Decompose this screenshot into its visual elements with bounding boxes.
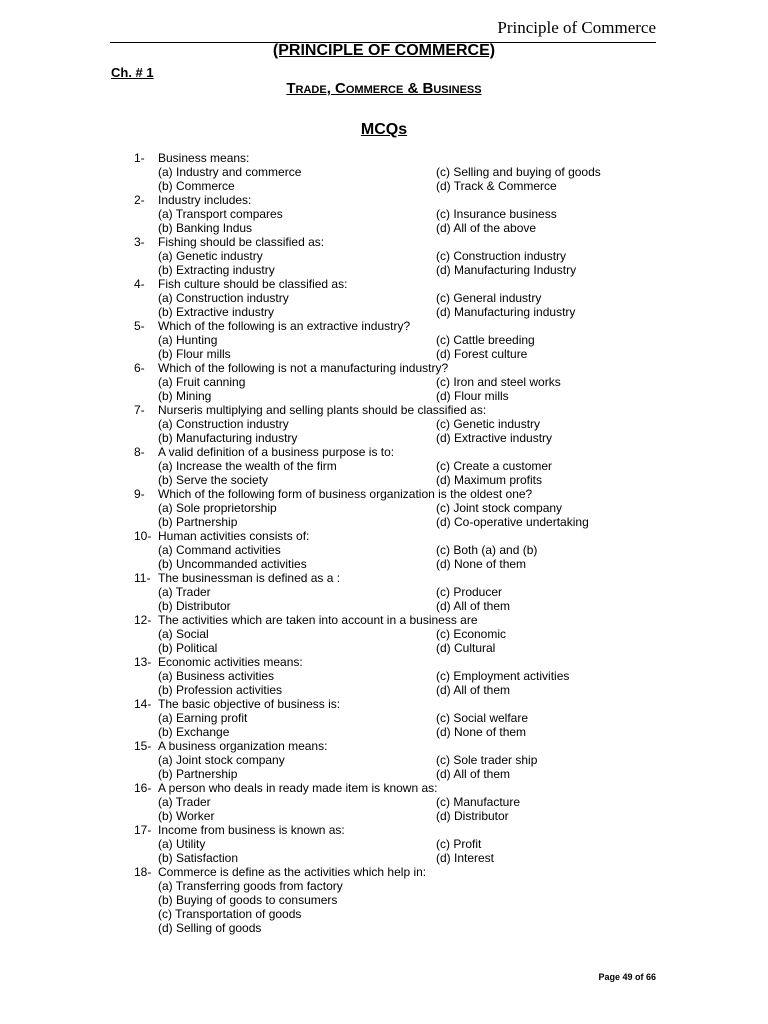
question-number: 9- (134, 487, 145, 501)
question-text: Economic activities means: (158, 655, 303, 669)
question-number: 17- (134, 823, 152, 837)
option-text: (a) Earning profit (158, 711, 248, 725)
option-text: (a) Sole proprietorship (158, 501, 277, 515)
question (0, 193, 768, 207)
question (0, 655, 768, 669)
option-text: (c) Cattle breeding (436, 333, 535, 347)
question (0, 739, 768, 753)
question (0, 235, 768, 249)
option-row (0, 375, 768, 389)
option-row (0, 333, 768, 347)
option-text: (d) Cultural (436, 641, 496, 655)
option-row (0, 263, 768, 277)
question-number: 5- (134, 319, 145, 333)
chapter-number: Ch. # 1 (111, 65, 154, 80)
question (0, 781, 768, 795)
question-number: 1- (134, 151, 145, 165)
option-text: (d) All of the above (436, 221, 537, 235)
option-text: (b) Distributor (158, 599, 231, 613)
option-text: (b) Political (158, 641, 218, 655)
option-text: (a) Transferring goods from factory (158, 879, 343, 893)
option-text: (c) General industry (436, 291, 542, 305)
option-text: (a) Utility (158, 837, 206, 851)
option-text: (a) Genetic industry (158, 249, 263, 263)
option-text: (b) Mining (158, 389, 212, 403)
question-number: 10- (134, 529, 152, 543)
option-row (0, 515, 768, 529)
option-text: (d) Forest culture (436, 347, 528, 361)
option-row (0, 851, 768, 865)
option-text: (a) Command activities (158, 543, 281, 557)
option-row (0, 809, 768, 823)
option-row (0, 627, 768, 641)
option-row (0, 347, 768, 361)
question-text: Income from business is known as: (158, 823, 345, 837)
option-row (0, 207, 768, 221)
option-text: (a) Construction industry (158, 291, 289, 305)
option-text: (a) Fruit canning (158, 375, 246, 389)
question (0, 361, 768, 375)
chapter-title: Trade, Commerce & Business (286, 80, 482, 97)
option-row (0, 599, 768, 613)
option-text: (a) Hunting (158, 333, 218, 347)
question (0, 445, 768, 459)
option-text: (b) Buying of goods to consumers (158, 893, 338, 907)
question (0, 529, 768, 543)
option-text: (d) All of them (436, 599, 511, 613)
question (0, 697, 768, 711)
option-text: (b) Worker (158, 809, 215, 823)
option-row (0, 459, 768, 473)
option-row (0, 305, 768, 319)
option-text: (a) Joint stock company (158, 753, 285, 767)
section-title: MCQs (360, 121, 408, 138)
question-number: 6- (134, 361, 145, 375)
option-row (0, 893, 768, 907)
question-text: Which of the following is an extractive industry? (158, 319, 411, 333)
page-number: Page 49 of 66 (598, 972, 656, 982)
option-text: (c) Iron and steel works (436, 375, 561, 389)
option-text: (d) Distributor (436, 809, 509, 823)
question-text: A person who deals in ready made item is known as: (158, 781, 438, 795)
option-text: (a) Industry and commerce (158, 165, 302, 179)
option-text: (b) Uncommanded activities (158, 557, 307, 571)
option-text: (c) Employment activities (436, 669, 570, 683)
option-row (0, 725, 768, 739)
option-text: (c) Both (a) and (b) (436, 543, 538, 557)
question (0, 571, 768, 585)
mcq-list (0, 151, 768, 935)
option-text: (c) Insurance business (436, 207, 557, 221)
question-number: 11- (134, 571, 151, 585)
option-text: (d) All of them (436, 767, 511, 781)
option-text: (a) Construction industry (158, 417, 289, 431)
option-text: (c) Profit (436, 837, 482, 851)
question-number: 13- (134, 655, 152, 669)
option-text: (a) Business activities (158, 669, 275, 683)
option-text: (b) Partnership (158, 515, 238, 529)
option-text: (b) Manufacturing industry (158, 431, 298, 445)
option-row (0, 291, 768, 305)
running-header: Principle of Commerce (497, 18, 656, 37)
option-row (0, 389, 768, 403)
question-text: The activities which are taken into account in a business are (158, 613, 478, 627)
question-number: 18- (134, 865, 152, 879)
option-text: (c) Transportation of goods (158, 907, 302, 921)
question-text: Which of the following form of business organization is the oldest one? (158, 487, 533, 501)
option-row (0, 907, 768, 921)
option-text: (a) Transport compares (158, 207, 283, 221)
option-row (0, 249, 768, 263)
option-text: (d) Co-operative undertaking (436, 515, 589, 529)
option-text: (a) Increase the wealth of the firm (158, 459, 337, 473)
question (0, 403, 768, 417)
option-row (0, 221, 768, 235)
option-text: (d) Selling of goods (158, 921, 262, 935)
option-text: (b) Banking Indus (158, 221, 253, 235)
option-text: (b) Serve the society (158, 473, 269, 487)
option-text: (c) Economic (436, 627, 507, 641)
question-text: Industry includes: (158, 193, 252, 207)
option-row (0, 669, 768, 683)
question (0, 151, 768, 165)
question-text: Nurseris multiplying and selling plants should be classified as: (158, 403, 487, 417)
option-row (0, 543, 768, 557)
question-text: A business organization means: (158, 739, 328, 753)
option-text: (b) Extractive industry (158, 305, 275, 319)
option-row (0, 767, 768, 781)
option-text: (c) Social welfare (436, 711, 529, 725)
question-text: Business means: (158, 151, 250, 165)
option-row (0, 837, 768, 851)
option-row (0, 711, 768, 725)
question-number: 16- (134, 781, 152, 795)
option-text: (c) Joint stock company (436, 501, 563, 515)
question-text: Fishing should be classified as: (158, 235, 325, 249)
option-text: (c) Manufacture (436, 795, 521, 809)
option-text: (d) None of them (436, 557, 527, 571)
option-row (0, 431, 768, 445)
option-row (0, 795, 768, 809)
option-text: (c) Producer (436, 585, 503, 599)
document-title: (PRINCIPLE OF COMMERCE) (272, 42, 496, 59)
option-text: (b) Commerce (158, 179, 235, 193)
question-text: Human activities consists of: (158, 529, 310, 543)
option-row (0, 879, 768, 893)
question-number: 14- (134, 697, 152, 711)
option-text: (b) Satisfaction (158, 851, 239, 865)
option-text: (b) Exchange (158, 725, 230, 739)
question-text: Commerce is define as the activities which help in: (158, 865, 427, 879)
question-number: 7- (134, 403, 145, 417)
option-text: (a) Trader (158, 795, 211, 809)
option-row (0, 473, 768, 487)
option-text: (d) Manufacturing industry (436, 305, 576, 319)
option-text: (a) Social (158, 627, 209, 641)
option-text: (b) Partnership (158, 767, 238, 781)
option-text: (d) Maximum profits (436, 473, 543, 487)
option-text: (c) Construction industry (436, 249, 567, 263)
option-row (0, 585, 768, 599)
question-text: Fish culture should be classified as: (158, 277, 348, 291)
option-text: (c) Selling and buying of goods (436, 165, 601, 179)
question-number: 12- (134, 613, 152, 627)
question (0, 823, 768, 837)
question-number: 3- (134, 235, 145, 249)
question (0, 487, 768, 501)
question-text: The basic objective of business is: (158, 697, 341, 711)
question-number: 8- (134, 445, 145, 459)
question (0, 865, 768, 879)
option-text: (d) Extractive industry (436, 431, 553, 445)
question (0, 319, 768, 333)
question-number: 2- (134, 193, 145, 207)
option-row (0, 641, 768, 655)
option-row (0, 179, 768, 193)
option-text: (d) None of them (436, 725, 527, 739)
option-text: (d) Interest (436, 851, 495, 865)
question-number: 15- (134, 739, 152, 753)
option-row (0, 683, 768, 697)
option-row (0, 921, 768, 935)
option-text: (b) Extracting industry (158, 263, 275, 277)
option-row (0, 753, 768, 767)
option-text: (c) Sole trader ship (436, 753, 538, 767)
option-text: (c) Create a customer (436, 459, 553, 473)
option-text: (d) Manufacturing Industry (436, 263, 577, 277)
question-number: 4- (134, 277, 145, 291)
question-text: The businessman is defined as a : (158, 571, 341, 585)
option-row (0, 501, 768, 515)
option-text: (a) Trader (158, 585, 211, 599)
option-text: (c) Genetic industry (436, 417, 541, 431)
option-row (0, 165, 768, 179)
question-text: Which of the following is not a manufacturing industry? (158, 361, 449, 375)
option-text: (d) Flour mills (436, 389, 509, 403)
question (0, 277, 768, 291)
option-row (0, 557, 768, 571)
question (0, 613, 768, 627)
option-text: (d) All of them (436, 683, 511, 697)
option-row (0, 417, 768, 431)
option-text: (d) Track & Commerce (436, 179, 557, 193)
option-text: (b) Profession activities (158, 683, 283, 697)
question-text: A valid definition of a business purpose is to: (158, 445, 395, 459)
option-text: (b) Flour mills (158, 347, 231, 361)
